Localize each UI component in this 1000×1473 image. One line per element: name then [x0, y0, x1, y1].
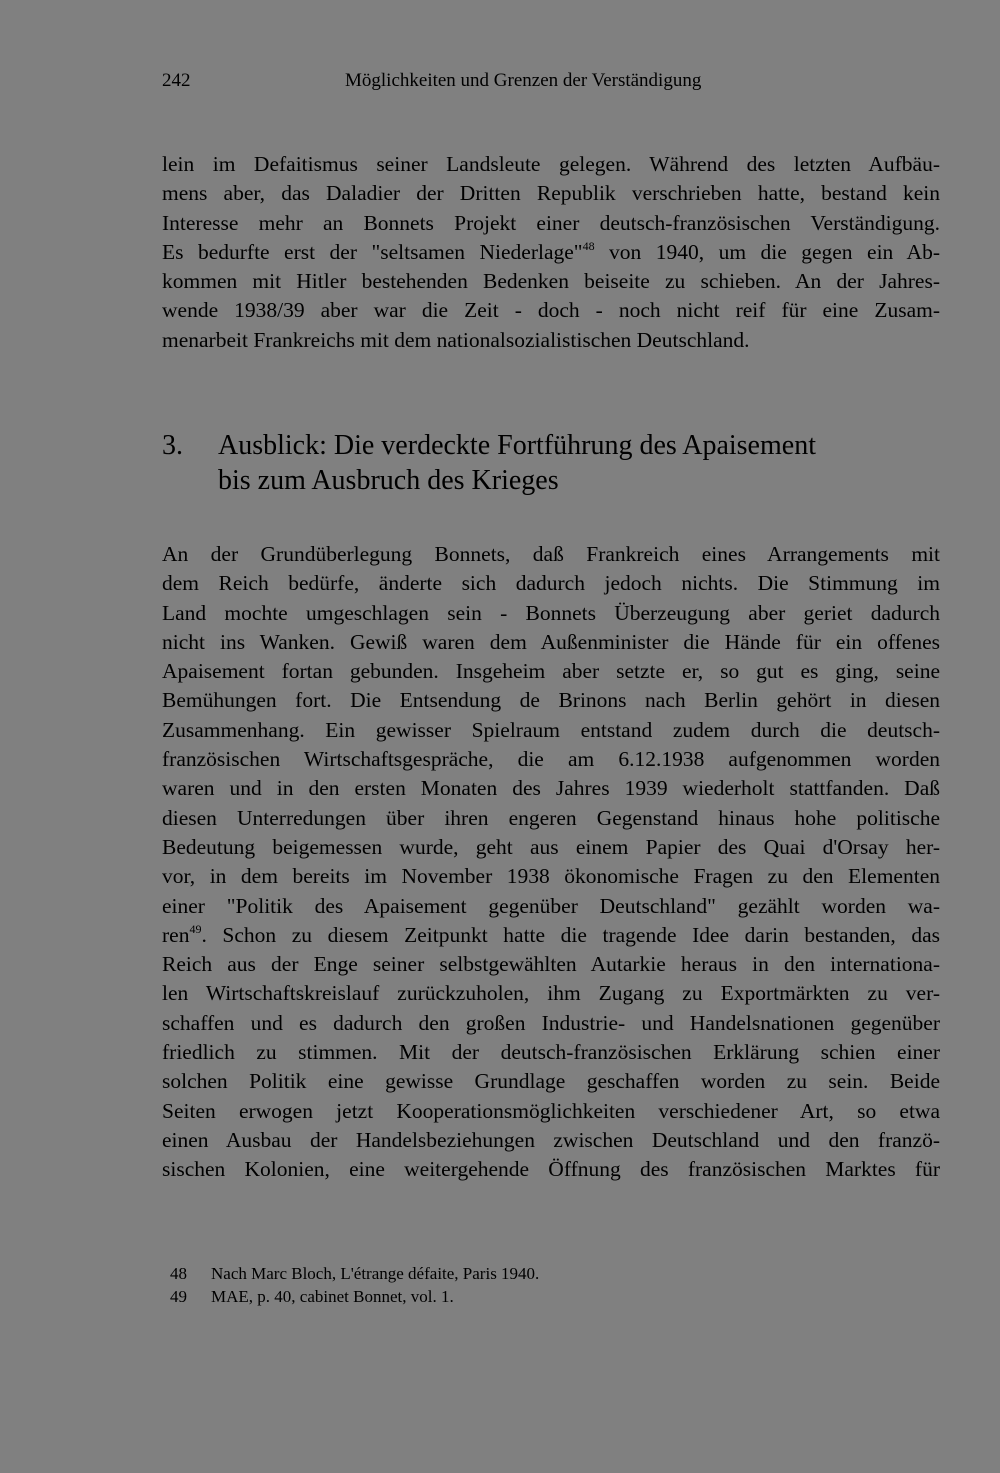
footnote-text: MAE, p. 40, cabinet Bonnet, vol. 1.: [211, 1287, 454, 1306]
text-line: Zusammenhang. Ein gewisser Spielraum entstand zudem durch die deutsch-: [162, 717, 940, 742]
text-line: Land mochte umgeschlagen sein - Bonnets Überzeugung aber geriet dadurch: [162, 600, 940, 625]
text-line: nicht ins Wanken. Gewiß waren dem Außenminister die Hände für ein offenes: [162, 629, 940, 654]
text-segment: . Schon zu diesem Zeitpunkt hatte die tragende Idee darin bestanden, das: [201, 922, 940, 947]
text-line: diesen Unterredungen über ihren engeren Gegenstand hinaus hohe politische: [162, 805, 940, 830]
footnotes: [170, 1262, 870, 1308]
paragraph-1: [162, 150, 940, 355]
text-line: len Wirtschaftskreislauf zurückzuholen, ihm Zugang zu Exportmärkten zu ver-: [162, 981, 940, 1006]
footnote-ref-49: 49: [189, 921, 202, 936]
text-segment: von 1940, um die gegen ein Ab-: [594, 239, 940, 264]
text-line: vor, in dem bereits im November 1938 ökonomische Fragen zu den Elementen: [162, 864, 940, 889]
text-line: menarbeit Frankreichs mit dem nationalsozialistischen Deutschland.: [162, 327, 750, 352]
text-line: wende 1938/39 aber war die Zeit - doch - noch nicht reif für eine Zusam-: [162, 298, 940, 323]
text-line: [162, 921, 940, 950]
section-title-line-2: bis zum Ausbruch des Krieges: [218, 465, 559, 496]
running-title: Möglichkeiten und Grenzen der Verständigung: [345, 70, 702, 91]
text-line: friedlich zu stimmen. Mit der deutsch-französischen Erklärung schien einer: [162, 1040, 940, 1065]
text-line: einer "Politik des Apaisement gegenüber Deutschland" gezählt worden wa-: [162, 893, 940, 918]
footnote-48: [170, 1262, 870, 1285]
text-line: solchen Politik eine gewisse Grundlage geschaffen worden zu sein. Beide: [162, 1069, 940, 1094]
section-number: 3.: [162, 430, 183, 461]
page-number: 242: [162, 70, 191, 91]
text-line: lein im Defaitismus seiner Landsleute gelegen. Während des letzten Aufbäu-: [162, 152, 940, 176]
text-line: Apaisement fortan gebunden. Insgeheim aber setzte er, so gut es ging, seine: [162, 659, 940, 684]
footnote-text: Nach Marc Bloch, L'étrange défaite, Paris 1940.: [211, 1264, 540, 1283]
text-line: einen Ausbau der Handelsbeziehungen zwischen Deutschland und den franzö-: [162, 1127, 940, 1152]
footnote-ref-48: 48: [582, 238, 595, 253]
text-line: Seiten erwogen jetzt Kooperationsmöglichkeiten verschiedener Art, so etwa: [162, 1098, 940, 1123]
text-line: [162, 238, 940, 267]
section-title: [218, 428, 816, 498]
text-line: kommen mit Hitler bestehenden Bedenken beiseite zu schieben. An der Jahres-: [162, 269, 940, 294]
section-title-line-1: Ausblick: Die verdeckte Fortführung des Apaisement: [218, 430, 816, 461]
footnote-number: 48: [170, 1264, 187, 1283]
text-line: An der Grundüberlegung Bonnets, daß Frankreich eines Arrangements mit: [162, 542, 940, 566]
text-line: französischen Wirtschaftsgespräche, die am 6.12.1938 aufgenommen worden: [162, 747, 940, 772]
text-line: Interesse mehr an Bonnets Projekt einer deutsch-französischen Verständigung.: [162, 210, 940, 235]
running-head: [162, 70, 942, 100]
footnote-49: [170, 1285, 870, 1308]
text-segment: Es bedurfte erst der "seltsamen Niederlage": [162, 239, 583, 264]
text-line: dem Reich bedürfe, änderte sich dadurch jedoch nichts. Die Stimmung im: [162, 571, 940, 596]
paragraph-2: [162, 540, 940, 1185]
footnote-number: 49: [170, 1287, 187, 1306]
text-line: sischen Kolonien, eine weitergehende Öffnung des französischen Marktes für: [162, 1157, 940, 1182]
text-line: schaffen und es dadurch den großen Industrie- und Handelsnationen gegenüber: [162, 1010, 940, 1035]
text-line: mens aber, das Daladier der Dritten Republik verschrieben hatte, bestand kein: [162, 181, 940, 206]
text-segment: ren: [162, 922, 190, 947]
text-line: Bemühungen fort. Die Entsendung de Brinons nach Berlin gehört in diesen: [162, 688, 940, 713]
text-line: Reich aus der Enge seiner selbstgewählten Autarkie heraus in den internationa-: [162, 952, 940, 977]
text-line: waren und in den ersten Monaten des Jahres 1939 wiederholt stattfanden. Daß: [162, 776, 940, 801]
text-line: Bedeutung beigemessen wurde, geht aus einem Papier des Quai d'Orsay her-: [162, 834, 940, 859]
